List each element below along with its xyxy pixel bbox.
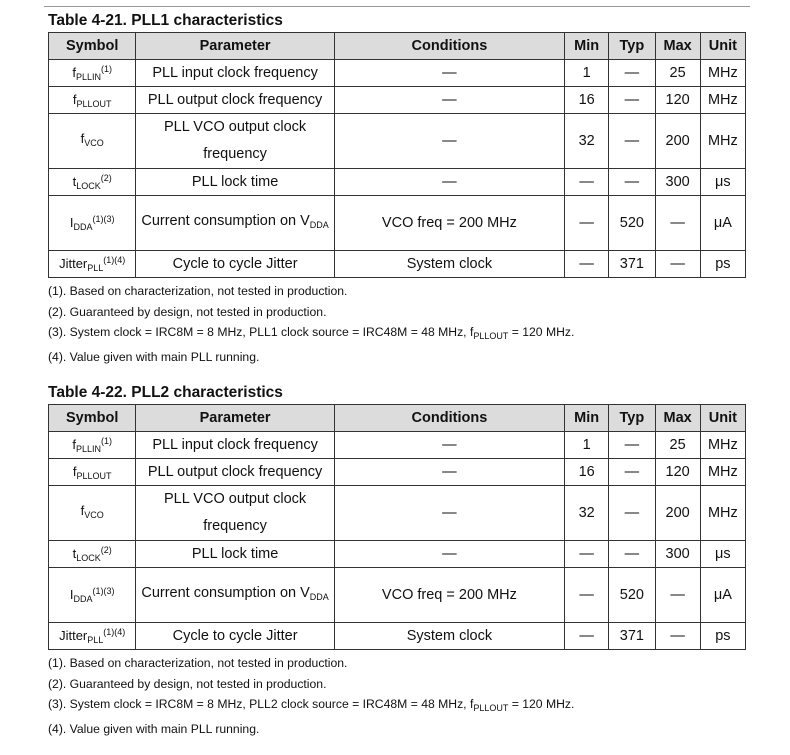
typ-cell: 371	[609, 251, 655, 278]
symbol-main: f	[80, 131, 85, 146]
max-cell: 200	[655, 114, 700, 169]
symbol-main: f	[80, 503, 85, 518]
max-cell: —	[655, 196, 700, 251]
parameter-cell	[136, 623, 334, 650]
footnote	[48, 719, 748, 740]
conditions-cell: —	[334, 432, 564, 459]
pll1-section	[48, 10, 748, 367]
typ-cell: 371	[609, 623, 655, 650]
parameter-subscript: DDA	[309, 219, 329, 230]
conditions-cell: VCO freq = 200 MHz	[334, 568, 564, 623]
max-cell: 200	[655, 486, 700, 541]
footnote-text: (3). System clock = IRC8M = 8 MHz, PLL2 clock source = IRC48M = 48 MHz, f	[48, 697, 474, 711]
symbol-subscript: VCO	[84, 510, 104, 520]
min-cell: —	[565, 568, 609, 623]
min-cell: —	[565, 251, 609, 278]
footnote-tail: = 120 MHz.	[508, 325, 575, 339]
max-cell: 120	[655, 459, 700, 486]
table-footnotes	[48, 281, 748, 367]
max-cell: —	[655, 251, 700, 278]
min-cell: —	[565, 169, 609, 196]
symbol-main: f	[72, 463, 77, 479]
unit-cell: MHz	[700, 432, 745, 459]
conditions-cell: System clock	[334, 623, 564, 650]
table-row	[49, 623, 746, 650]
footnote-tail: = 120 MHz.	[508, 697, 575, 711]
symbol-cell	[49, 87, 136, 114]
parameter-text: PLL input clock frequency	[152, 437, 318, 453]
header-max: Max	[655, 405, 700, 432]
header-typ: Typ	[609, 405, 655, 432]
symbol-cell	[49, 114, 136, 169]
header-unit: Unit	[700, 33, 745, 60]
table-row	[49, 169, 746, 196]
symbol-cell	[49, 60, 136, 87]
symbol-main: f	[72, 65, 76, 80]
table-title: Table 4-22. PLL2 characteristics	[48, 384, 283, 401]
header-min: Min	[565, 33, 609, 60]
symbol-subscript: PLLOUT	[76, 470, 112, 481]
parameter-text: Cycle to cycle Jitter	[172, 628, 298, 644]
parameter-cell	[136, 251, 334, 278]
typ-cell: —	[609, 459, 655, 486]
footnote-text: (3). System clock = IRC8M = 8 MHz, PLL1 clock source = IRC48M = 48 MHz, f	[48, 325, 474, 339]
footnote-text: (2). Guaranteed by design, not tested in production.	[48, 676, 327, 691]
min-cell: —	[565, 541, 609, 568]
unit-cell: μs	[700, 169, 745, 196]
typ-cell: 520	[609, 196, 655, 251]
max-cell: —	[655, 568, 700, 623]
parameter-text: PLL output clock frequency	[147, 464, 323, 480]
symbol-main: t	[72, 174, 77, 189]
parameter-cell	[136, 87, 334, 114]
header-unit: Unit	[700, 405, 745, 432]
table-row	[49, 541, 746, 568]
parameter-text: PLL lock time	[191, 174, 279, 190]
min-cell: —	[565, 196, 609, 251]
symbol-footnote-ref: (2)	[100, 545, 112, 555]
typ-cell: 520	[609, 568, 655, 623]
symbol-footnote-ref: (1)(4)	[103, 627, 126, 637]
header-parameter: Parameter	[136, 33, 334, 60]
unit-cell: MHz	[700, 114, 745, 169]
parameter-cell	[136, 114, 334, 169]
symbol-main: I	[69, 586, 74, 602]
symbol-subscript: PLLIN	[75, 72, 101, 82]
max-cell: 25	[655, 432, 700, 459]
parameter-cell	[136, 60, 334, 87]
symbol-cell	[49, 251, 136, 278]
footnote-text: (4). Value given with main PLL running.	[48, 349, 260, 364]
symbol-cell	[49, 169, 136, 196]
typ-cell: —	[609, 432, 655, 459]
symbol-main: I	[69, 214, 74, 230]
footnote-subscript: PLLOUT	[473, 703, 509, 713]
table-row	[49, 196, 746, 251]
parameter-cell	[136, 541, 334, 568]
min-cell: 32	[565, 114, 609, 169]
symbol-subscript: PLLIN	[75, 444, 101, 454]
symbol-main: Jitter	[59, 628, 88, 643]
symbol-main: f	[72, 91, 77, 107]
typ-cell: —	[609, 486, 655, 541]
symbol-footnote-ref: (1)(3)	[92, 213, 115, 224]
header-symbol: Symbol	[49, 33, 136, 60]
parameter-cell	[136, 459, 334, 486]
conditions-cell: —	[334, 169, 564, 196]
parameter-text: Current consumption on V	[141, 584, 310, 601]
symbol-cell	[49, 568, 136, 623]
typ-cell: —	[609, 169, 655, 196]
unit-cell: MHz	[700, 459, 745, 486]
header-symbol: Symbol	[49, 405, 136, 432]
footnote	[48, 674, 748, 695]
conditions-cell: VCO freq = 200 MHz	[334, 196, 564, 251]
top-rule	[44, 6, 750, 7]
symbol-footnote-ref: (1)(4)	[103, 255, 126, 265]
conditions-cell: —	[334, 486, 564, 541]
symbol-subscript: DDA	[73, 221, 93, 232]
symbol-subscript: PLLOUT	[76, 98, 112, 109]
footnote	[48, 281, 748, 302]
header-max: Max	[655, 33, 700, 60]
table-row	[49, 251, 746, 278]
symbol-subscript: LOCK	[76, 181, 101, 191]
conditions-cell: —	[334, 60, 564, 87]
footnote-subscript: PLLOUT	[473, 331, 509, 341]
footnote	[48, 347, 748, 368]
typ-cell: —	[609, 87, 655, 114]
unit-cell: μs	[700, 541, 745, 568]
parameter-cell	[136, 568, 334, 623]
min-cell: 1	[565, 432, 609, 459]
symbol-subscript: LOCK	[76, 553, 101, 563]
header-parameter: Parameter	[136, 405, 334, 432]
symbol-subscript: VCO	[84, 138, 104, 148]
typ-cell: —	[609, 114, 655, 169]
symbol-cell	[49, 459, 136, 486]
header-min: Min	[565, 405, 609, 432]
unit-cell: μA	[700, 196, 745, 251]
parameter-cell	[136, 169, 334, 196]
symbol-subscript: DDA	[73, 593, 93, 604]
pll2-section	[48, 382, 748, 739]
symbol-main: Jitter	[59, 256, 88, 271]
unit-cell: ps	[700, 251, 745, 278]
conditions-cell: System clock	[334, 251, 564, 278]
conditions-cell: —	[334, 114, 564, 169]
unit-cell: MHz	[700, 486, 745, 541]
parameter-text: PLL input clock frequency	[152, 65, 318, 81]
parameter-text: PLL lock time	[191, 546, 279, 562]
table-row	[49, 87, 746, 114]
symbol-main: f	[72, 437, 76, 452]
unit-cell: MHz	[700, 87, 745, 114]
max-cell: 300	[655, 541, 700, 568]
parameter-cell	[136, 432, 334, 459]
symbol-footnote-ref: (1)(3)	[92, 585, 115, 596]
min-cell: 16	[565, 459, 609, 486]
table-row	[49, 114, 746, 169]
footnote-text: (2). Guaranteed by design, not tested in production.	[48, 304, 327, 319]
unit-cell: μA	[700, 568, 745, 623]
table-row	[49, 568, 746, 623]
symbol-cell	[49, 196, 136, 251]
footnote-text: (1). Based on characterization, not tested in production.	[48, 656, 348, 670]
symbol-cell	[49, 486, 136, 541]
parameter-text: Cycle to cycle Jitter	[172, 256, 298, 272]
symbol-footnote-ref: (1)	[101, 64, 112, 74]
max-cell: —	[655, 623, 700, 650]
footnote	[48, 322, 748, 347]
parameter-cell	[136, 196, 334, 251]
parameter-text: PLL output clock frequency	[147, 92, 323, 108]
footnote	[48, 694, 748, 719]
header-row	[49, 405, 746, 432]
header-conditions: Conditions	[334, 405, 564, 432]
unit-cell: MHz	[700, 60, 745, 87]
symbol-cell	[49, 541, 136, 568]
symbol-subscript: PLL	[87, 635, 104, 645]
conditions-cell: —	[334, 459, 564, 486]
header-typ: Typ	[609, 33, 655, 60]
max-cell: 300	[655, 169, 700, 196]
parameter-text: PLL VCO output clock frequency	[164, 119, 307, 162]
table-row	[49, 432, 746, 459]
parameter-text: Current consumption on V	[141, 212, 310, 229]
unit-cell: ps	[700, 623, 745, 650]
table-title: Table 4-21. PLL1 characteristics	[48, 12, 283, 29]
symbol-subscript: PLL	[87, 263, 104, 273]
symbol-main: t	[72, 546, 77, 561]
symbol-footnote-ref: (2)	[100, 173, 112, 183]
header-conditions: Conditions	[334, 33, 564, 60]
parameter-cell	[136, 486, 334, 541]
parameter-text: PLL VCO output clock frequency	[164, 491, 307, 534]
min-cell: 16	[565, 87, 609, 114]
conditions-cell: —	[334, 541, 564, 568]
symbol-footnote-ref: (1)	[101, 436, 112, 446]
min-cell: 32	[565, 486, 609, 541]
table-row	[49, 486, 746, 541]
footnote-text: (4). Value given with main PLL running.	[48, 721, 260, 736]
max-cell: 120	[655, 87, 700, 114]
footnote-text: (1). Based on characterization, not tested in production.	[48, 284, 348, 298]
min-cell: —	[565, 623, 609, 650]
footnote	[48, 653, 748, 674]
footnote	[48, 302, 748, 323]
parameter-subscript: DDA	[309, 591, 329, 602]
max-cell: 25	[655, 60, 700, 87]
table-footnotes	[48, 653, 748, 739]
table-row	[49, 459, 746, 486]
table-row	[49, 60, 746, 87]
pll2-characteristics-table	[48, 404, 746, 650]
header-row	[49, 33, 746, 60]
conditions-cell: —	[334, 87, 564, 114]
symbol-cell	[49, 432, 136, 459]
min-cell: 1	[565, 60, 609, 87]
typ-cell: —	[609, 60, 655, 87]
typ-cell: —	[609, 541, 655, 568]
symbol-cell	[49, 623, 136, 650]
pll1-characteristics-table	[48, 32, 746, 278]
